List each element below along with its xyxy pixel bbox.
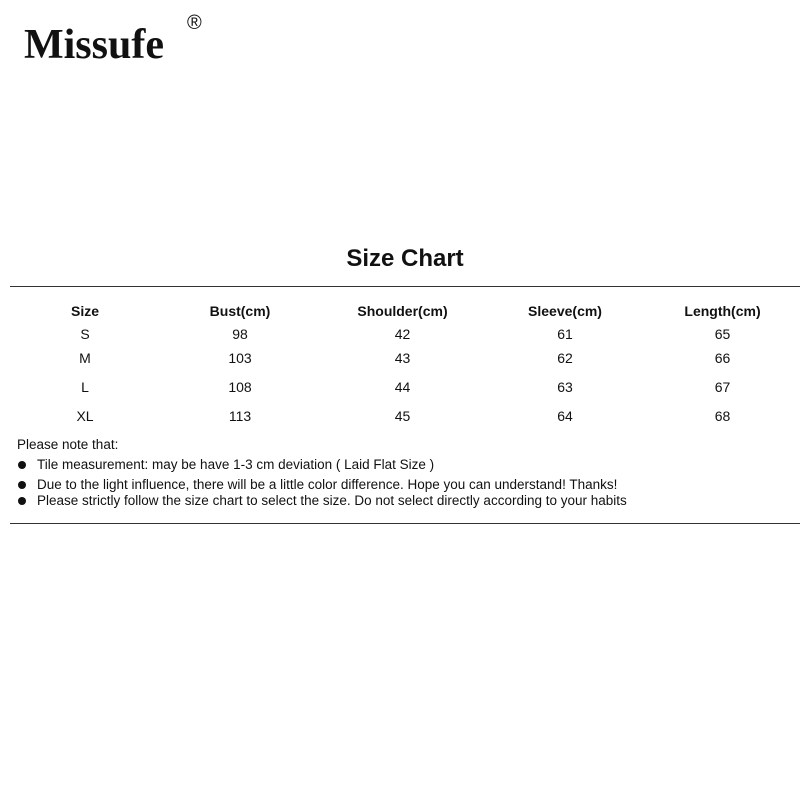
bottom-divider: [10, 523, 800, 524]
header-bust: Bust(cm): [209, 303, 271, 319]
cell-bust: 108: [228, 378, 252, 395]
header-size: Size: [70, 303, 99, 319]
registered-trademark-mark: ®: [187, 12, 202, 34]
table-header-row: [10, 297, 800, 325]
cell-size: S: [80, 326, 90, 342]
cell-shoulder: 42: [394, 326, 411, 342]
brand-logo: Missufe: [24, 22, 164, 68]
header-length: Length(cm): [684, 303, 761, 319]
top-divider: [10, 286, 800, 287]
table-row: [10, 372, 800, 401]
cell-shoulder: 43: [394, 349, 411, 366]
header-shoulder: Shoulder(cm): [357, 303, 448, 319]
bullet-icon: [18, 461, 26, 469]
cell-sleeve: 62: [557, 349, 573, 366]
cell-length: 66: [714, 349, 731, 366]
note-item: [17, 477, 627, 493]
cell-sleeve: 63: [557, 378, 573, 395]
cell-bust: 103: [228, 349, 252, 366]
cell-sleeve: 61: [557, 326, 573, 342]
notes-heading: Please note that:: [17, 437, 119, 452]
size-chart-table: [10, 297, 800, 430]
bullet-icon: [18, 497, 26, 505]
cell-size: XL: [76, 407, 94, 424]
cell-length: 67: [714, 378, 731, 395]
page-title: Size Chart: [346, 245, 464, 272]
note-text: Due to the light influence, there will be a little color difference. Hope you can understand! Thanks!: [37, 477, 618, 492]
table-row: [10, 401, 800, 430]
notes-section: [17, 437, 627, 509]
cell-length: 68: [714, 407, 731, 424]
cell-shoulder: 44: [394, 378, 411, 395]
table-row: [10, 343, 800, 372]
cell-shoulder: 45: [394, 407, 411, 424]
bullet-icon: [18, 481, 26, 489]
note-item: [17, 493, 627, 509]
cell-size: M: [79, 349, 91, 366]
note-text: Tile measurement: may be have 1-3 cm deviation ( Laid Flat Size ): [37, 457, 435, 472]
note-text: Please strictly follow the size chart to select the size. Do not select directly according to your habits: [37, 493, 627, 508]
cell-length: 65: [714, 326, 731, 342]
cell-bust: 98: [232, 326, 248, 342]
cell-size: L: [81, 378, 89, 395]
cell-sleeve: 64: [557, 407, 573, 424]
note-item: [17, 457, 627, 473]
cell-bust: 113: [228, 407, 252, 424]
table-row: [10, 325, 800, 343]
header-sleeve: Sleeve(cm): [528, 303, 602, 319]
